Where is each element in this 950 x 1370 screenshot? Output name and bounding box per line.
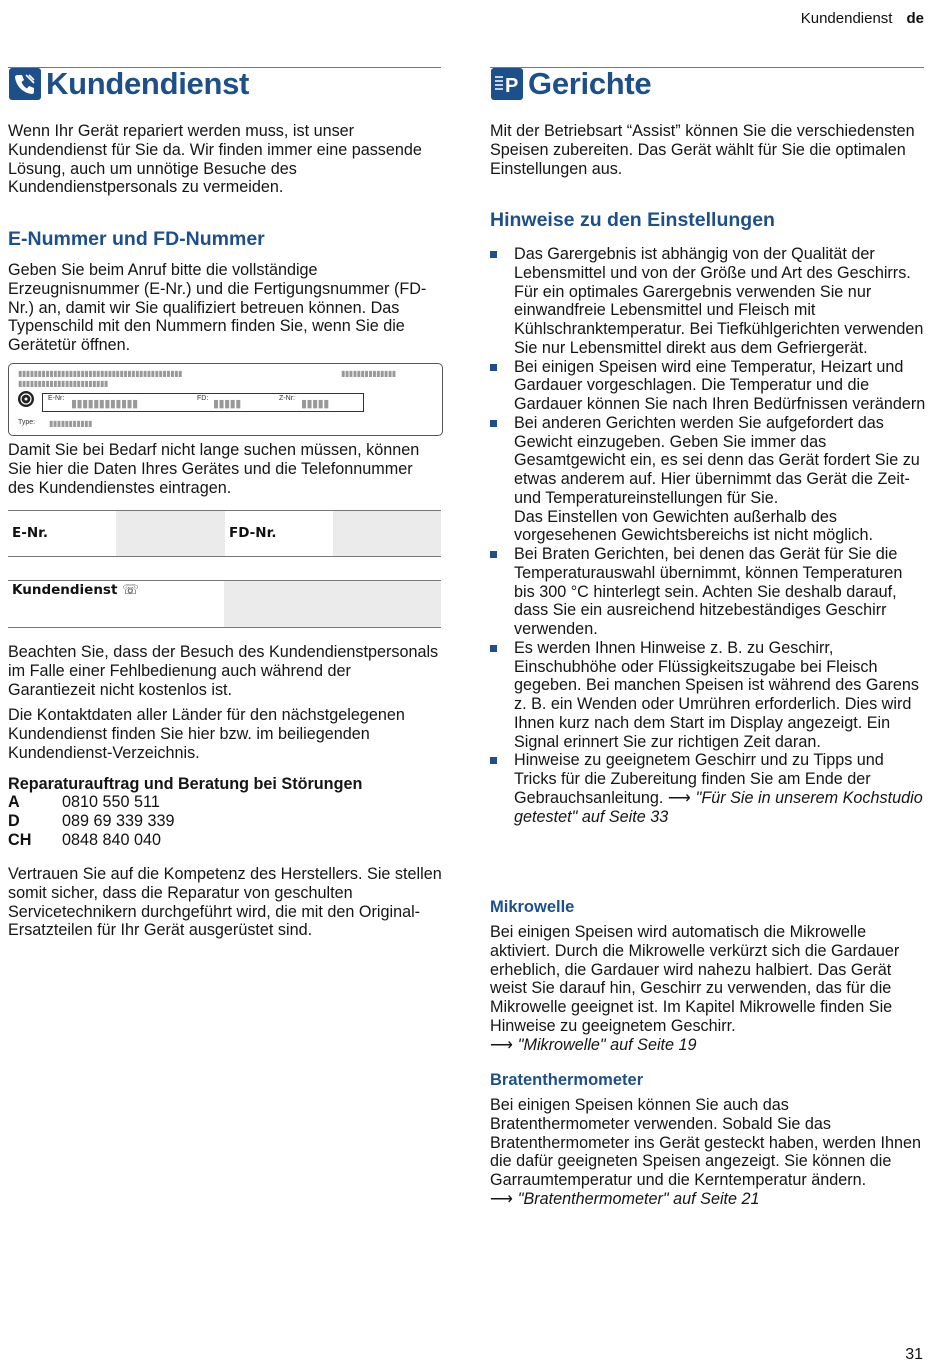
list-item: [490, 545, 926, 639]
enr-text: Geben Sie beim Anruf bitte die vollständige Erzeugnisnummer (E-Nr.) und die Fertigungsnummer (FD-Nr.) an, damit wir Sie qualifiziert betreuen können. Das Typenschild mit den Nummern finden Sie, wenn Sie die Gerätetür öffnen.: [8, 261, 427, 355]
plate-text-line: ▮▮▮▮▮▮▮▮▮▮▮▮▮▮▮▮▮▮▮▮▮▮▮▮▮▮▮▮▮▮▮▮▮▮▮▮▮▮▮▮▮▮: [18, 369, 182, 378]
phone-number: 089 69 339 339: [62, 811, 175, 830]
repair-heading: Reparaturauftrag und Beratung bei Störungen: [8, 775, 363, 793]
arrow-right-icon: ⟶: [490, 1189, 514, 1208]
hints-list: [490, 245, 926, 826]
phone-number: 0848 840 040: [62, 830, 162, 849]
running-header: [801, 10, 924, 27]
hints-heading: Hinweise zu den Einstellungen: [490, 209, 775, 231]
thermo-text-body: Bei einigen Speisen können Sie auch das Bratenthermometer verwenden. Sobald Sie das Bratenthermometer ins Gerät gesteckt haben, werden Ihnen die dafür geeigneten Speisen angezeigt. Sie können die Garraumtemperatur und die Kerntemperatur ändern.: [490, 1096, 922, 1190]
plate-znr-label: Z-Nr:: [279, 395, 295, 402]
phone-row: [8, 831, 175, 850]
plate-fd-value: ▮▮▮▮▮: [213, 398, 241, 410]
phone-country: A: [8, 793, 20, 811]
bullet-text: Es werden Ihnen Hinweise z. B. zu Geschirr, Einschubhöhe oder Flüssigkeitszugabe bei Fleisch gegeben. Bei manchen Speisen ist während des Garens z. B. ein Wenden oder Umrühren erforderlich. Dies wird Ihnen kurz nach dem Start im Display angezeigt. Ein Signal erinnert Sie zur richtigen Zeit daran.: [514, 638, 919, 751]
device-data-form: [8, 510, 441, 628]
header-language: de: [906, 10, 924, 27]
note-misuse: Beachten Sie, dass der Besuch des Kundendienstpersonals im Falle einer Fehlbedienung auch während der Garantiezeit nicht kostenlos ist.: [8, 643, 439, 699]
form-rule: [8, 627, 441, 628]
rating-plate-illustration: [8, 363, 443, 436]
enr-heading: E-Nummer und FD-Nummer: [8, 228, 265, 250]
phone-row: [8, 793, 175, 812]
form-enr-label: E-Nr.: [12, 525, 48, 541]
phone-icon: [9, 68, 41, 100]
phone-row: [8, 812, 175, 831]
xref-mikrowelle[interactable]: "Mikrowelle" auf Seite 19: [517, 1035, 697, 1054]
form-enr-field[interactable]: [116, 511, 225, 556]
phone-country: D: [8, 811, 20, 830]
phone-number: 0810 550 511: [62, 793, 160, 811]
bullet-text: Das Garergebnis ist abhängig von der Qualität der Lebensmittel und von der Größe und Art des Geschirrs. Für ein optimales Garergebnis verwenden Sie nur einwandfreie Lebensmittel und Fleisch mit Kühlschranktemperatur. Bei Tiefkühlgerichten verwenden Sie nur Lebensmittel direkt aus dem Gefriergerät.: [514, 245, 924, 357]
bullet-text: Hinweise zu geeignetem Geschirr und zu Tipps und Tricks für die Zubereitung finden Sie am Ende der Gebrauchsanleitung.: [514, 751, 884, 807]
program-p-icon: [491, 68, 523, 100]
list-item: [490, 245, 926, 358]
bullet-text: Bei anderen Gerichten werden Sie aufgefordert das Gewicht einzugeben. Geben Sie immer das Gesamtgewicht ein, es sei denn das Gerät fordert Sie zu etwas anderem auf. Hier übernimmt das Gerät die Zeit- und Temperatureinstellungen für Sie.: [514, 413, 920, 507]
note-contacts: Die Kontaktdaten aller Länder für den nächstgelegenen Kundendienst finden Sie hier bzw. im beiliegenden Kundendienst-Verzeichnis.: [8, 706, 405, 762]
plate-type-label: Type:: [18, 419, 36, 426]
plate-logo-icon: [18, 391, 34, 407]
form-service-label: [12, 582, 139, 598]
bullet-text: Bei Braten Gerichten, bei denen das Gerät für Sie die Temperaturauswahl übernimmt, können Temperaturen bis 300 °C hinterlegt sein. Achten Sie deshalb darauf, dass Sie ein ausreichend hitzebeständiges Geschirr verwenden.: [514, 545, 903, 638]
form-fdnr-field[interactable]: [333, 511, 441, 556]
plate-fd-label: FD:: [197, 395, 209, 402]
list-item: [490, 751, 926, 826]
bullet-text-extra: Das Einstellen von Gewichten außerhalb des vorgesehenen Gewichtsbereichs ist nicht möglich.: [514, 507, 874, 545]
phone-country: CH: [8, 830, 32, 849]
trust-text: Vertrauen Sie auf die Kompetenz des Herstellers. Sie stellen somit sicher, dass die Reparatur von geschulten Servicetechnikern durchgeführt wird, die mit den Original-Ersatzteilen für Ihr Gerät ausgerüstet sind.: [8, 865, 442, 940]
intro-text-left: Wenn Ihr Gerät repariert werden muss, ist unser Kundendienst für Sie da. Wir finden immer eine passende Lösung, auch um unnötige Besuche des Kundendienstpersonals zu vermeiden.: [8, 122, 422, 197]
micro-heading: Mikrowelle: [490, 898, 575, 916]
arrow-right-icon: ⟶: [490, 1035, 514, 1054]
list-item: [490, 414, 926, 545]
thermo-text: [490, 1096, 926, 1209]
form-fdnr-label: FD-Nr.: [229, 525, 277, 541]
after-plate-text: Damit Sie bei Bedarf nicht lange suchen müssen, können Sie hier die Daten Ihres Gerätes und die Telefonnummer des Kundendienstes eintragen.: [8, 441, 420, 497]
plate-number-box: [42, 393, 364, 412]
header-section: Kundendienst: [800, 10, 893, 27]
xref-bratenthermometer[interactable]: "Bratenthermometer" auf Seite 21: [517, 1189, 760, 1208]
micro-text-body: Bei einigen Speisen wird automatisch die Mikrowelle aktiviert. Durch die Mikrowelle verkürzt sich die Gardauer erheblich, die Gardauer wird nahezu halbiert. Das Gerät weist Sie darauf hin, Geschirr zu verwenden, das für die Mikrowelle geeignet ist. Im Kapitel Mikrowelle finden Sie Hinweise zu geeignetem Geschirr.: [490, 923, 900, 1035]
form-rule: [8, 556, 441, 557]
svg-text:P: P: [505, 75, 519, 97]
bullet-text: Bei einigen Speisen wird eine Temperatur, Heizart und Gardauer vorgeschlagen. Die Temperatur und die Gardauer können Sie nach Ihren Bedürfnissen verändern: [514, 357, 926, 413]
plate-text-line: ▮▮▮▮▮▮▮▮▮▮▮▮▮▮▮▮▮▮▮▮▮▮▮: [18, 379, 108, 388]
page-title-right: Gerichte: [528, 66, 652, 101]
form-service-text: Kundendienst: [12, 582, 118, 598]
plate-znr-value: ▮▮▮▮▮: [301, 398, 329, 410]
plate-type-value: ▮▮▮▮▮▮▮▮▮▮▮: [49, 419, 92, 428]
list-item: [490, 358, 926, 414]
page-title-left: Kundendienst: [46, 66, 250, 101]
page-number: 31: [905, 1346, 923, 1363]
list-item: [490, 639, 926, 752]
arrow-right-icon: ⟶: [667, 788, 692, 807]
xref-kochstudio[interactable]: "Für Sie in unserem Kochstudio getestet" auf Seite 33: [514, 788, 923, 826]
plate-text-line: ▮▮▮▮▮▮▮▮▮▮▮▮▮▮: [341, 369, 396, 378]
form-service-phone-field[interactable]: [224, 581, 441, 627]
telephone-icon: ☏: [122, 582, 140, 598]
phone-list: [8, 793, 175, 849]
plate-enr-label: E-Nr:: [48, 395, 65, 402]
plate-enr-value: ▮▮▮▮▮▮▮▮▮▮▮▮: [71, 398, 138, 410]
micro-text: [490, 923, 926, 1055]
intro-text-right: Mit der Betriebsart “Assist” können Sie die verschiedensten Speisen zubereiten. Das Gerät wählt für Sie die optimalen Einstellungen aus.: [490, 122, 915, 178]
thermo-heading: Bratenthermometer: [490, 1071, 644, 1089]
